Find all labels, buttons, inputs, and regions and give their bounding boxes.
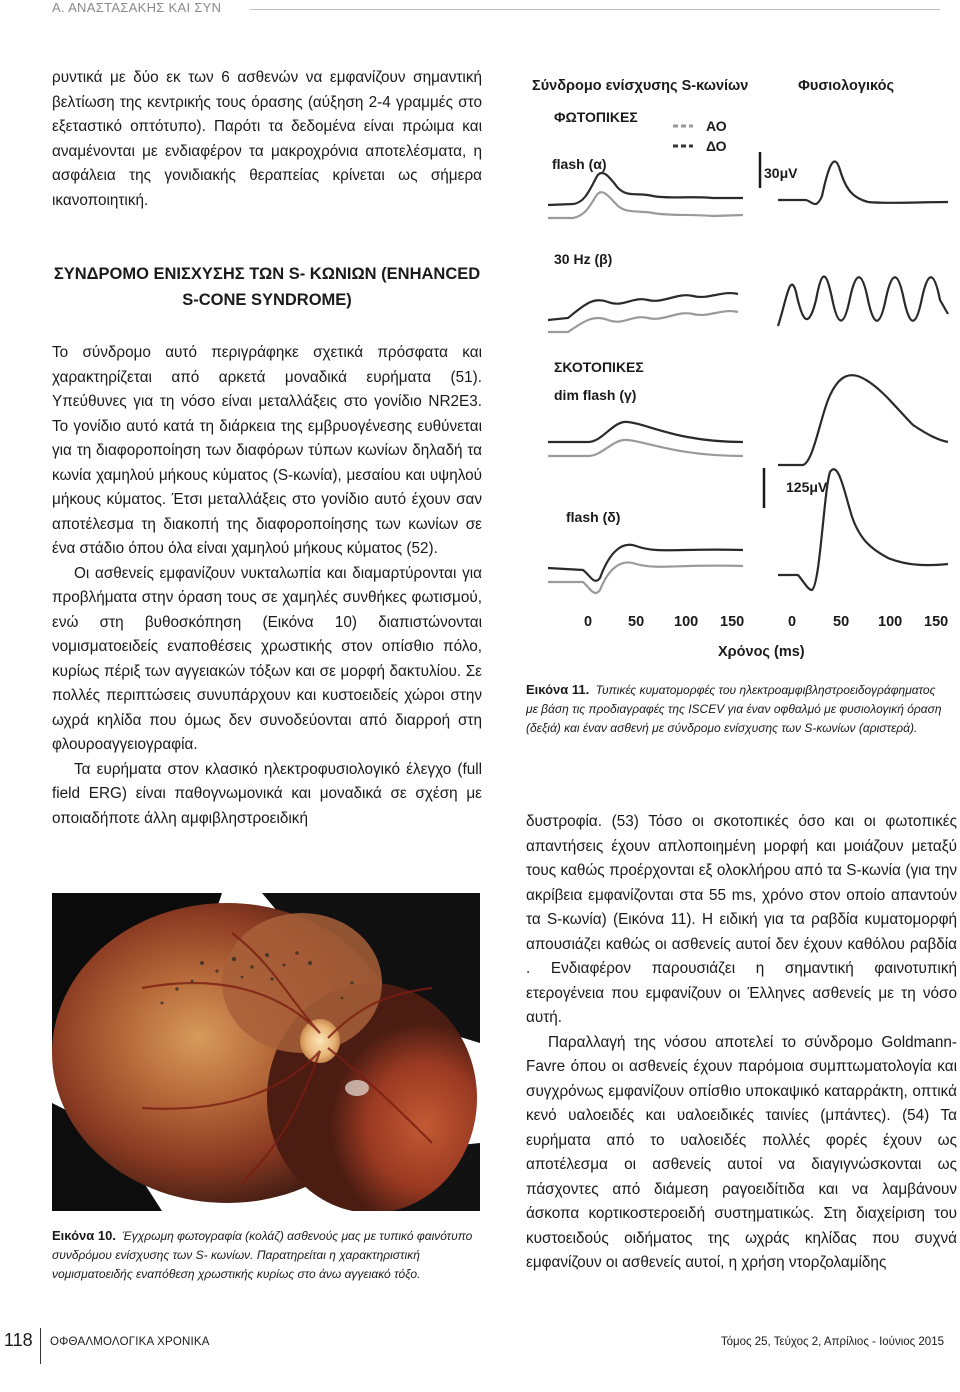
- erg-title-right: Φυσιολογικός: [798, 78, 894, 94]
- trace-30hz-od: [548, 311, 738, 332]
- page-footer: [0, 1328, 960, 1368]
- figure-10-caption: [52, 1226, 492, 1284]
- tick-left-50: 50: [628, 614, 645, 630]
- right-column: [526, 810, 957, 1276]
- paragraph-2: Οι ασθενείς εμφανίζουν νυκταλωπία και διαμαρτύρονται για προβλήματα στην όραση τους σε χαμηλές συνθήκες φωτισμού, ενώ στη βυθοσκόπηση (Εικόνα 10) διαπιστώνονται νομισματοειδείς εναποθέσεις χρωστικής στον οπίσθιο πόλο, κυρίως πέριξ των αγγειακών τόξων και σε μορφή δακτυλίου. Σε πολλές περιπτώσεις συνυπάρχουν και κυστοειδείς χώροι στην ωχρά κηλίδα που όμως δεν συνοδεύονται από διαρροή στη φλουροαγγειογραφία.: [52, 564, 482, 753]
- tick-left-150: 150: [720, 614, 745, 630]
- trace-dim-flash-os: [548, 422, 743, 442]
- erg-scale-125: 125μV: [786, 479, 828, 495]
- erg-dim-flash-c-label: dim flash (γ): [554, 387, 637, 403]
- erg-flash-a-label: flash (α): [552, 156, 607, 172]
- fundus-photo-image: [52, 893, 480, 1211]
- figure-10-label: Εικόνα 10.: [52, 1228, 116, 1243]
- erg-scotopic-label: ΣΚΟΤΟΠΙΚΕΣ: [554, 359, 644, 375]
- right-paragraph-2: Παραλλαγή της νόσου αποτελεί το σύνδρομο Goldmann-Favre όπου οι ασθενείς έχουν παρόμοια συμπτωματολογία και συγχρόνως εμφανίζουν οπίσθιο υποκαψικό καταρράκτη, οπτικά κενό υαλοειδές και υαλοειδικές ταινίες (μπάντες). (54) Τα ευρήματα από το υαλοειδές πολλές φορές έχουν ως αποτέλεσμα οι ασθενείς αυτοί να διαγιγνώσκονται ως πάσχοντες από διάμεση ραγοειδίτιδα και να λαμβάνουν άσκοπα κορτικοστεροειδή συστηματικώς. Στη διαχείριση του κυστοειδούς οιδήματος της ωχράς κηλίδας που συχνά εμφανίζουν οι ασθενείς αυτοί, η χρήση ντορζολαμίδης: [526, 1033, 957, 1271]
- tick-right-150: 150: [924, 614, 949, 630]
- trace-30hz-normal: [778, 277, 948, 327]
- figure-10-caption-text: Έγχρωμη φωτογραφία (κολάζ) ασθενούς μας με τυπικό φαινότυπο συνδρόμου ενίσχυσης των S- κωνίων. Παρατηρείται η χαρακτηριστική νομισματοειδής εναπόθεση χρωστικής κυρίως στο άνω αγγειακό τόξο.: [52, 1229, 473, 1281]
- paragraph-3: Τα ευρήματα στον κλασικό ηλεκτροφυσιολογικό έλεγχο (full field ERG) είναι παθογνωμονικά και μοναδικά σε σχέση με οποιαδήποτε άλλη αμφιβληστροειδική: [52, 760, 482, 827]
- erg-photopic-label: ΦΩΤΟΠΙΚΕΣ: [554, 109, 638, 125]
- tick-left-100: 100: [674, 614, 699, 630]
- section-heading-line2: S-CONE SYNDROME): [182, 291, 352, 309]
- erg-scale-30: 30μV: [764, 165, 798, 181]
- section-heading-line1: ΣΥΝΔΡΟΜΟ ΕΝΙΣΧΥΣΗΣ ΤΩΝ S- ΚΩΝΙΩΝ (ENHANCED: [53, 265, 481, 283]
- tick-right-0: 0: [788, 614, 797, 630]
- trace-flash-a-normal: [778, 162, 948, 205]
- legend-os: ΔΟ: [706, 138, 727, 154]
- running-head: Α. ΑΝΑΣΤΑΣΑΚΗΣ ΚΑΙ ΣΥΝ: [52, 0, 222, 15]
- trace-flash-d-os: [548, 545, 743, 581]
- trace-30hz-os: [548, 293, 738, 320]
- issue-info: Τόμος 25, Τεύχος 2, Απρίλιος - Ιούνιος 2015: [720, 1336, 944, 1348]
- tick-left-0: 0: [584, 614, 593, 630]
- section-heading: [52, 261, 482, 313]
- left-column: [52, 66, 482, 831]
- header-rule: [250, 9, 940, 10]
- legend-od: ΑΟ: [706, 118, 727, 134]
- trace-flash-d-od: [548, 562, 743, 593]
- paragraph-1: Το σύνδρομο αυτό περιγράφηκε σχετικά πρόσφατα και χαρακτηρίζεται από αρκετά μοναδικά ευρήματα (51). Υπεύθυνες για τη νόσο είναι μεταλλάξεις στο γονίδιο NR2E3. Το γονίδιο αυτό κατά τη διάρκεια της εμβρυογένεσης ευθύνεται για τη διαφοροποίηση των διαφόρων τύπων κωνίων δηλαδή τα κωνία χαμηλού μήκους κύματος (S-κωνία), μεσαίου και υψηλού μήκους κύματος. Έτσι μεταλλάξεις στο γονίδιο αυτό έχουν σαν αποτέλεσμα τη διακοπή της διαφοροποίησης των κωνίων σε ένα στάδιο όπου όλα είναι χαμηλού μήκους κύματος (52).: [52, 344, 482, 557]
- tick-right-50: 50: [833, 614, 850, 630]
- tick-right-100: 100: [878, 614, 903, 630]
- erg-x-ticks-right: [788, 614, 948, 630]
- trace-dim-flash-normal: [778, 375, 948, 465]
- page-number: 118: [4, 1330, 33, 1350]
- fundus-photo-collage: [52, 893, 480, 1211]
- erg-30hz-label: 30 Hz (β): [554, 251, 613, 267]
- figure-11-label: Εικόνα 11.: [526, 682, 590, 697]
- erg-title-left: Σύνδρομο ενίσχυσης S-κωνίων: [532, 78, 749, 94]
- intro-paragraph: ρυντικά με δύο εκ των 6 ασθενών να εμφανίζουν σημαντική βελτίωση της κεντρικής τους όρασης (αύξηση 2-4 γραμμές στο εξεταστικό οπτότυπο). Παρότι τα δεδομένα είναι πρώιμα και αναμένονται με ενδιαφέρον τα μακροχρόνια αποτελέσματα, η ασφάλεια της γονιδιακής θεραπείας κρίνεται ως σήμερα ικανοποιητική.: [52, 69, 482, 209]
- right-paragraph-1: δυστροφία. (53) Τόσο οι σκοτοπικές όσο και οι φωτοπικές απαντήσεις έχουν απλοποιημένη μορφή και μοιάζουν μεταξύ τους καθώς προέρχονται εξ ολοκλήρου από τα S-κωνία (για την ακρίβεια εμφανίζονται στα 55 ms, χρόνο στον οποίο απαντούν τα S-κωνία) (Εικόνα 11). Η ειδική για τα ραβδία κυματομορφή απουσιάζει καθώς οι ασθενείς αυτοί δεν έχουν καθόλου ραβδία . Ενδιαφέρον παρουσιάζει η σημαντική φαινοτυπική ετερογένεια που εμφανίζουν οι Έλληνες ασθενείς με τη νόσο αυτή.: [526, 813, 957, 1026]
- figure-11-caption: [526, 680, 946, 738]
- figure-11-caption-text: Τυπικές κυματομορφές του ηλεκτροαμφιβληστροειδογράφηματος με βάση τις προδιαγραφές της ISCEV για έναν οφθαλμό με φυσιολογική όραση (δεξιά) και έναν ασθενή με σύνδρομο ενίσχυσης των S-κωνίων (αριστερά).: [526, 683, 942, 735]
- trace-flash-a-od: [548, 192, 743, 218]
- erg-flash-d-label: flash (δ): [566, 509, 621, 525]
- footer-rule: [40, 1328, 41, 1364]
- trace-flash-a-os: [548, 173, 743, 205]
- figure-11-erg-waveforms: [528, 70, 958, 670]
- erg-x-axis-label: Χρόνος (ms): [718, 644, 805, 660]
- erg-x-ticks-left: [584, 614, 744, 630]
- journal-name: ΟΦΘΑΛΜΟΛΟΓΙΚΑ ΧΡΟΝΙΚΑ: [50, 1336, 210, 1348]
